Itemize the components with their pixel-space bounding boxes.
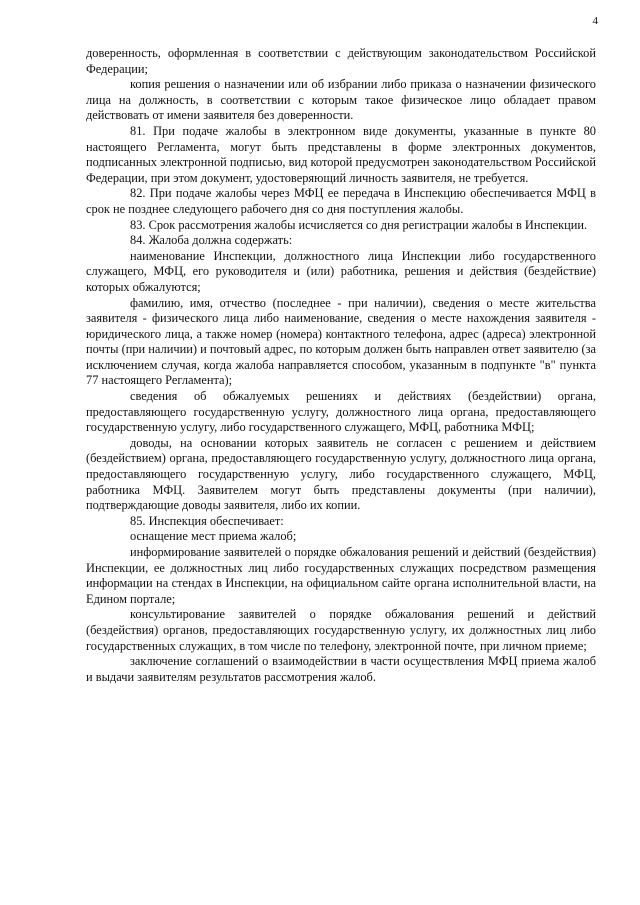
paragraph-84-applicant-info: фамилию, имя, отчество (последнее - при наличии), сведения о месте жительства заявителя - физического лица либо наименование, сведения о месте нахождения заявителя - юридического лица, а также номер (номера) контактного телефона, адрес (адреса) электронной почты (при наличии) и почтовый адрес, по которым должен быть направлен ответ заявителю (за исключением случая, когда жалоба направляется способом, указанным в подпункте "в" пункта 77 настоящего Регламента);	[86, 295, 596, 388]
paragraph-82: 82. При подаче жалобы через МФЦ ее передача в Инспекцию обеспечивается МФЦ в срок не позднее следующего рабочего дня со дня поступления жалобы.	[86, 186, 596, 216]
paragraph-appointment-copy: копия решения о назначении или об избрании либо приказа о назначении физического лица на должность, в соответствии с которым такое физическое лицо обладает правом действовать от имени заявителя без доверенности.	[86, 77, 596, 123]
document-body	[86, 46, 596, 685]
paragraph-power-of-attorney: доверенность, оформленная в соответствии с действующим законодательством Российской Федерации;	[86, 46, 596, 76]
paragraph-84-arguments: доводы, на основании которых заявитель не согласен с решением и действием (бездействием) органа, предоставляющего государственную услугу, должностного лица органа, предоставляющего государственную услугу, либо государственного служащего, МФЦ, работника МФЦ. Заявителем могут быть представлены документы (при наличии), подтверждающие доводы заявителя, либо их копии.	[86, 435, 596, 513]
paragraph-84: 84. Жалоба должна содержать:	[130, 233, 293, 248]
paragraph-84-appealed-decisions: сведения об обжалуемых решениях и действиях (бездействии) органа, предоставляющего государственную услугу, должностного лица органа, предоставляющего государственную услугу, либо государственного служащего, МФЦ, работника МФЦ;	[86, 389, 596, 435]
page-number: 4	[592, 15, 598, 27]
paragraph-85: 85. Инспекция обеспечивает:	[130, 513, 284, 528]
paragraph-83: 83. Срок рассмотрения жалобы исчисляется со дня регистрации жалобы в Инспекции.	[130, 217, 588, 232]
paragraph-85-consulting: консультирование заявителей о порядке обжалования решений и действий (бездействия) органов, предоставляющих государственную услугу, их должностных лиц либо государственных служащих, в том числе по телефону, электронной почте, при личном приеме;	[86, 607, 596, 653]
paragraph-85-informing: информирование заявителей о порядке обжалования решений и действий (бездействия) Инспекции, ее должностных лиц либо государственных служащих посредством размещения информации на стендах в Инспекции, на официальном сайте органа исполнительной власти, на Едином портале;	[86, 545, 596, 606]
paragraph-85-agreements: заключение соглашений о взаимодействии в части осуществления МФЦ приема жалоб и выдачи заявителям результатов рассмотрения жалоб.	[86, 654, 596, 684]
paragraph-84-name: наименование Инспекции, должностного лица Инспекции либо государственного служащего, МФЦ, его руководителя и (или) работника, решения и действия (бездействие) которых обжалуются;	[86, 248, 596, 294]
paragraph-81: 81. При подаче жалобы в электронном виде документы, указанные в пункте 80 настоящего Регламента, могут быть представлены в форме электронных документов, подписанных электронной подписью, вид которой предусмотрен законодательством Российской Федерации, при этом документ, удостоверяющий личность заявителя, не требуется.	[86, 123, 596, 185]
paragraph-85-equipment: оснащение мест приема жалоб;	[130, 529, 297, 544]
